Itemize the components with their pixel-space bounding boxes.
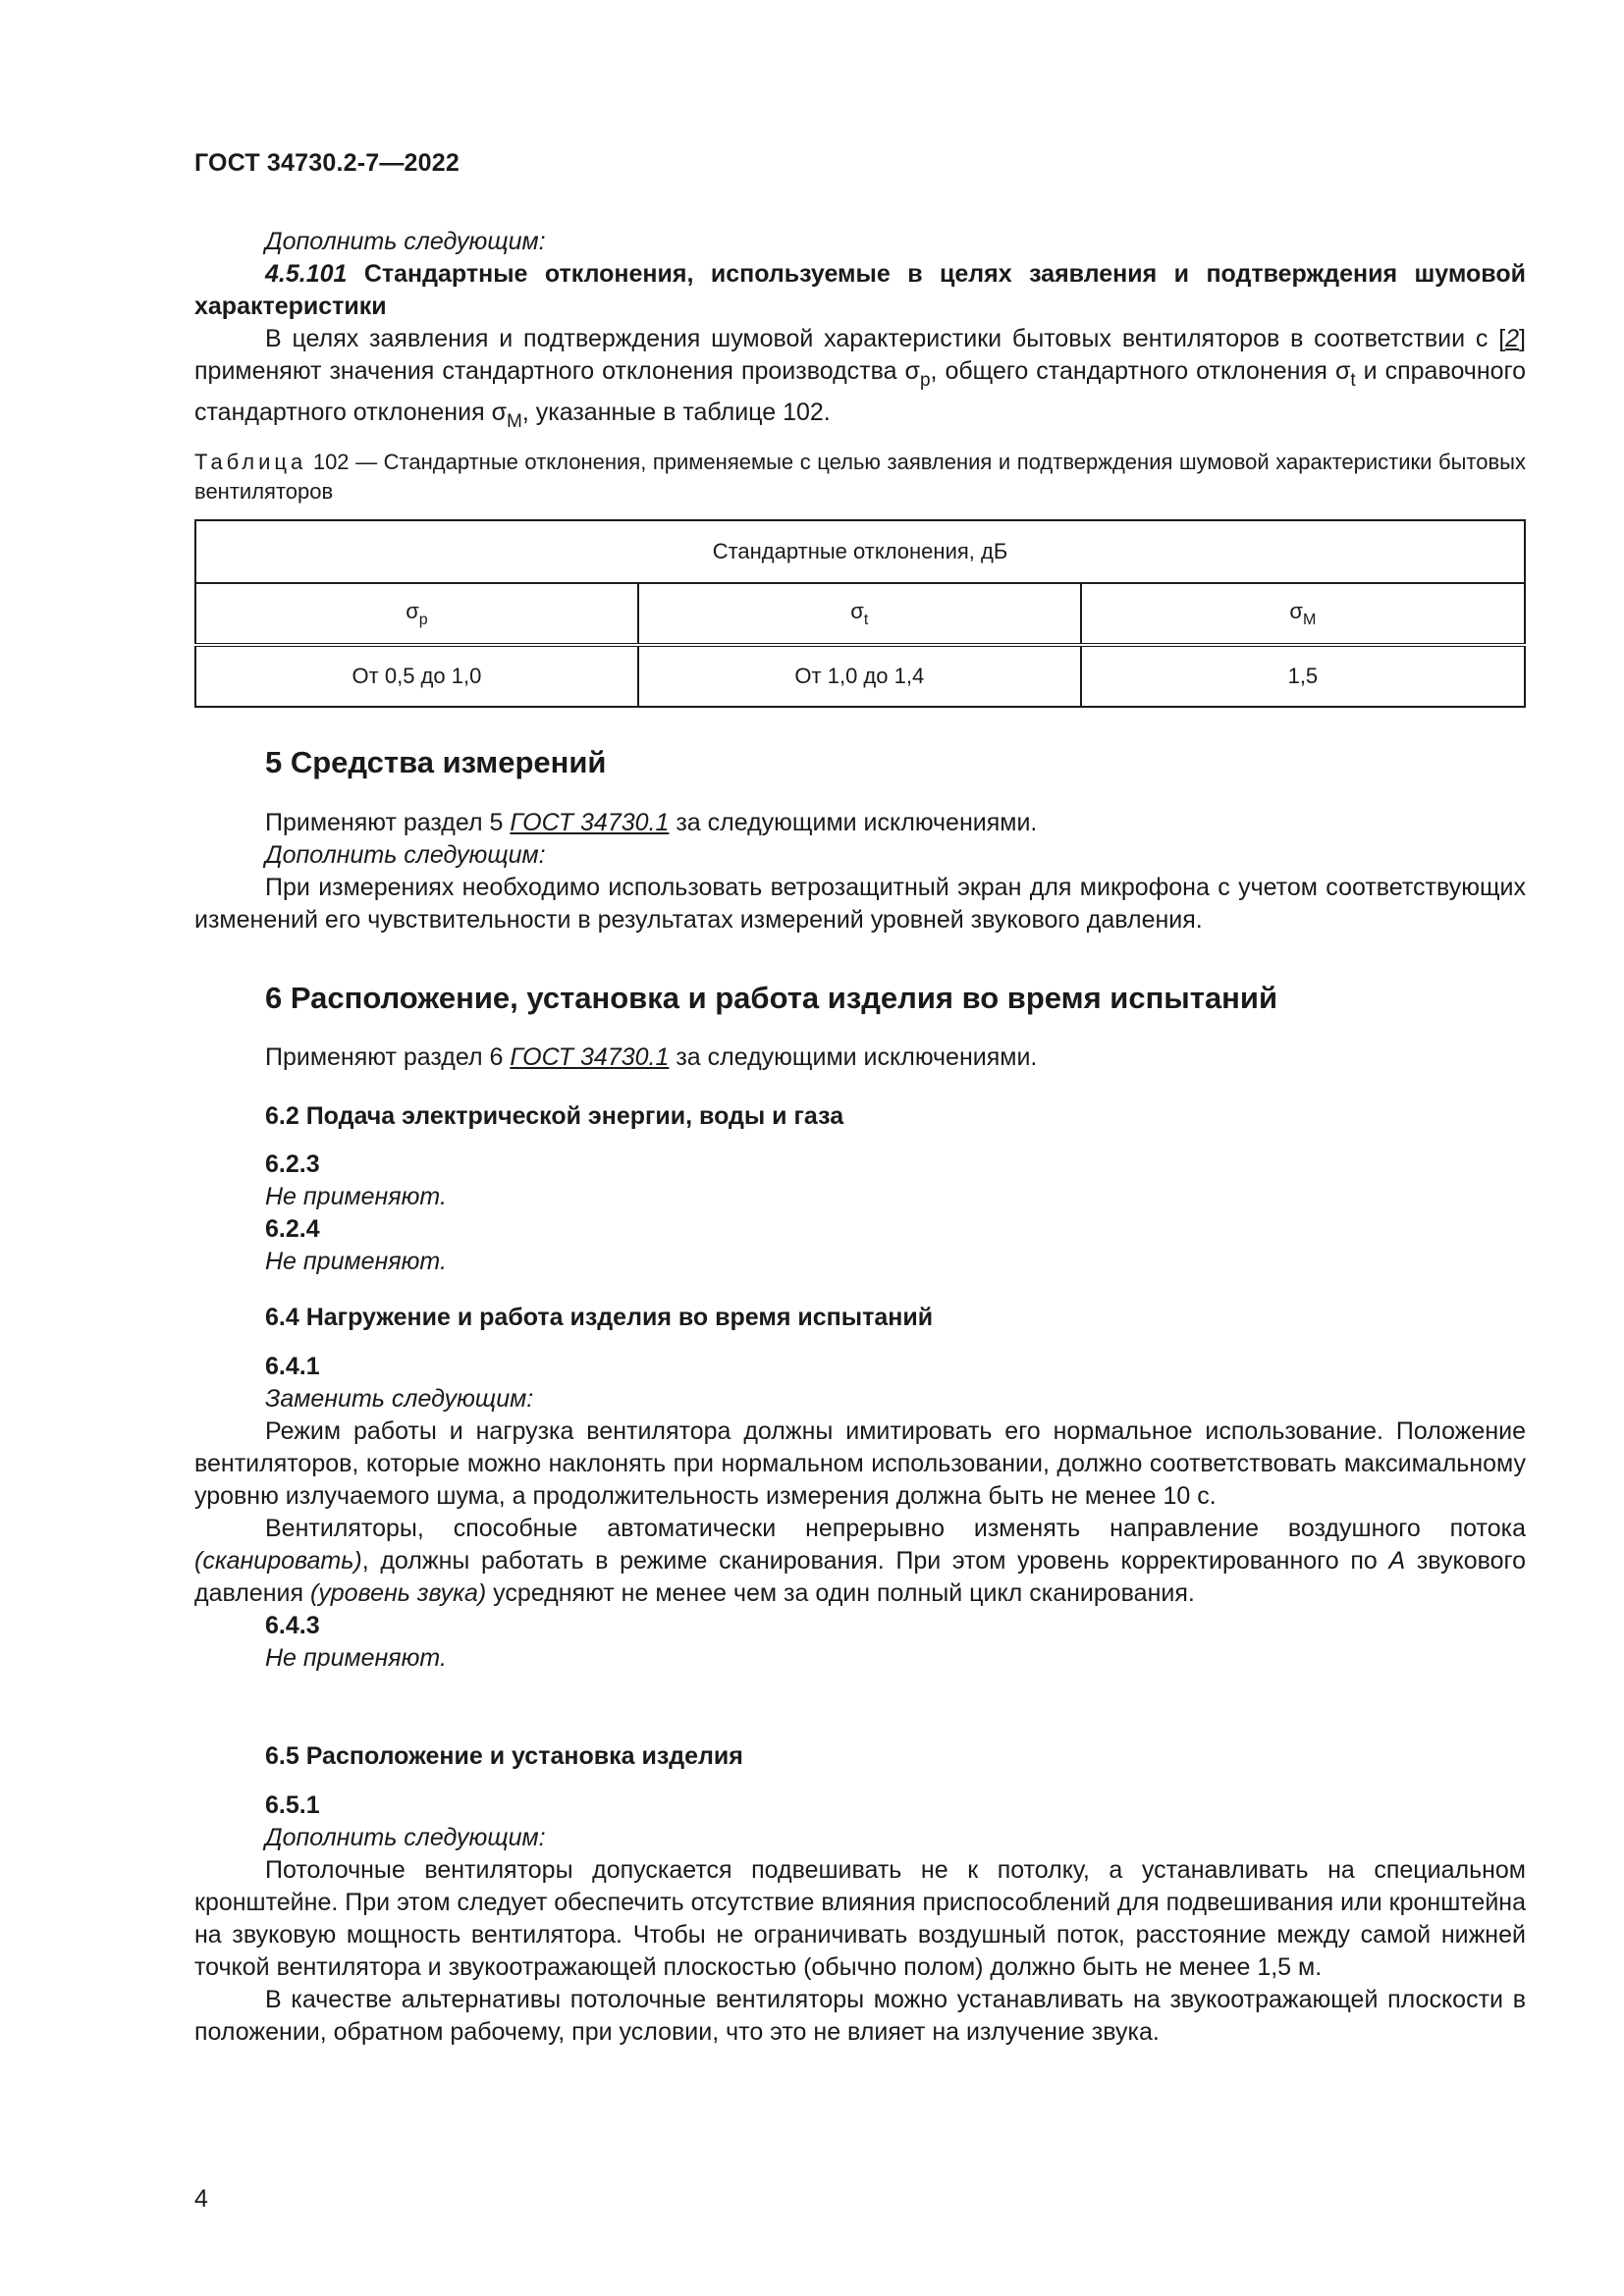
amendment-instruction: Дополнить следующим: (265, 1824, 546, 1851)
subscript: t (863, 611, 869, 628)
clause-paragraph (194, 323, 1526, 438)
table-column-header (638, 583, 1081, 645)
clause-number: 6.5.1 (265, 1791, 320, 1819)
section-paragraph (194, 807, 1526, 839)
table-header-cell: Стандартные отклонения, дБ (195, 520, 1525, 583)
deviation-table (194, 519, 1526, 708)
section-paragraph: При измерениях необходимо использовать ветрозащитный экран для микрофона с учетом соответствующих изменений его чувствительности в результатах измерений уровней звукового давления. (194, 874, 1526, 934)
text-run: , общего стандартного отклонения σ (930, 357, 1351, 385)
table-cell: От 0,5 до 1,0 (195, 645, 638, 707)
page-number: 4 (194, 2185, 208, 2213)
section-5-body (194, 807, 1526, 936)
sigma-symbol: σ (1289, 598, 1303, 623)
text-run: ] применяют значения стандартного отклонения производства σ (194, 325, 1526, 385)
subscript: p (919, 370, 931, 391)
section-6 (194, 979, 1526, 1018)
table-cell: От 1,0 до 1,4 (638, 645, 1081, 707)
clause-paragraph: В качестве альтернативы потолочные вентиляторы можно устанавливать на звукоотражающей плоскости в положении, обратном рабочему, при условии, что это не влияет на излучение звука. (194, 1986, 1526, 2046)
standard-designation: ГОСТ 34730.2-7—2022 (194, 149, 460, 177)
text-run: Применяют раздел 6 (265, 1043, 511, 1071)
clause-paragraph: Потолочные вентиляторы допускается подвешивать не к потолку, а устанавливать на специальном кронштейне. При этом следует обеспечить отсутствие влияния приспособлений для подвешивания или кронштейна на звуковую мощность вентилятора. Чтобы не ограничивать воздушный поток, расстояние между самой нижней точкой вентилятора и звукоотражающей плоскостью (обычно полом) должно быть не менее 1,5 м. (194, 1856, 1526, 1981)
text-run: Применяют раздел 5 (265, 809, 511, 836)
clause-4-5-101 (194, 226, 1526, 438)
subscript: t (1350, 370, 1356, 391)
gost-link[interactable]: ГОСТ 34730.1 (510, 1043, 670, 1071)
sigma-symbol: σ (850, 598, 864, 623)
text-run: , должны работать в режиме сканирования. При этом уровень корректированного по (361, 1547, 1389, 1575)
section-title: 6 Расположение, установка и работа изделия во время испытаний (265, 981, 1278, 1015)
text-run: (уровень звука) (309, 1579, 487, 1607)
text-run: усредняют не менее чем за один полный цикл сканирования. (486, 1579, 1195, 1607)
amendment-instruction: Дополнить следующим: (265, 228, 546, 255)
amendment-instruction: Заменить следующим: (265, 1385, 534, 1413)
clause-paragraph (194, 1513, 1526, 1610)
table-column-header (1081, 583, 1525, 645)
subscript: М (1303, 611, 1317, 628)
text-run: , указанные в таблице 102. (521, 399, 831, 426)
section-paragraph (194, 1041, 1526, 1074)
clause-title: Стандартные отклонения, используемые в целях заявления и подтверждения шумовой характеристики (194, 260, 1526, 320)
subsection-6-2 (194, 1100, 1526, 1133)
clause-number: 6.2.3 (265, 1150, 320, 1178)
table-caption-label: Таблица (194, 450, 307, 474)
clause-number: 4.5.101 (265, 260, 348, 288)
text-run: В целях заявления и подтверждения шумовой характеристики бытовых вентиляторов в соответствии с [ (265, 325, 1506, 352)
table-caption-text: 102 — Стандартные отклонения, применяемые с целью заявления и подтверждения шумовой характеристики бытовых вентиляторов (194, 450, 1526, 504)
subsection-6-2-body (194, 1148, 1526, 1278)
subsection-title: 6.4 Нагружение и работа изделия во время испытаний (265, 1304, 934, 1331)
clause-heading (194, 258, 1526, 323)
subsection-6-4-body (194, 1351, 1526, 1675)
subsection-title: 6.2 Подача электрической энергии, воды и газа (265, 1102, 844, 1130)
table-column-header (195, 583, 638, 645)
text-run: звукового давления (194, 1547, 1527, 1607)
text-run: за следующими исключениями. (669, 809, 1038, 836)
clause-number: 6.4.3 (265, 1612, 320, 1639)
clause-paragraph: Режим работы и нагрузка вентилятора должны имитировать его нормальное использование. Положение вентиляторов, которые можно наклонять при нормальном использовании, должно соответствовать максимальному уровню излучаемого шума, а продолжительность измерения должна быть не менее 10 с. (194, 1417, 1526, 1510)
text-run: за следующими исключениями. (669, 1043, 1038, 1071)
subscript: p (418, 611, 428, 628)
table-caption (194, 448, 1526, 507)
clause-number: 6.4.1 (265, 1353, 320, 1380)
amendment-instruction: Дополнить следующим: (265, 841, 546, 869)
subsection-6-5 (194, 1740, 1526, 1773)
clause-text: Не применяют. (265, 1183, 447, 1210)
subsection-6-5-body (194, 1789, 1526, 2049)
clause-number: 6.2.4 (265, 1215, 320, 1243)
subsection-6-4 (194, 1302, 1526, 1334)
section-title: 5 Средства измерений (265, 745, 607, 779)
section-6-intro (194, 1041, 1526, 1074)
sigma-symbol: σ (406, 598, 419, 623)
subsection-title: 6.5 Расположение и установка изделия (265, 1742, 743, 1770)
clause-text: Не применяют. (265, 1644, 447, 1672)
reference-link[interactable]: 2 (1505, 325, 1520, 352)
subscript: М (507, 411, 522, 432)
text-run: Вентиляторы, способные автоматически непрерывно изменять направление воздушного потока (265, 1515, 1526, 1542)
clause-text: Не применяют. (265, 1248, 447, 1275)
text-run: (сканировать) (194, 1547, 362, 1575)
text-run: А (1388, 1547, 1406, 1575)
section-5 (194, 743, 1526, 782)
gost-link[interactable]: ГОСТ 34730.1 (510, 809, 670, 836)
text-run: и справочного стандартного отклонения σ (194, 357, 1527, 426)
table-cell: 1,5 (1081, 645, 1525, 707)
